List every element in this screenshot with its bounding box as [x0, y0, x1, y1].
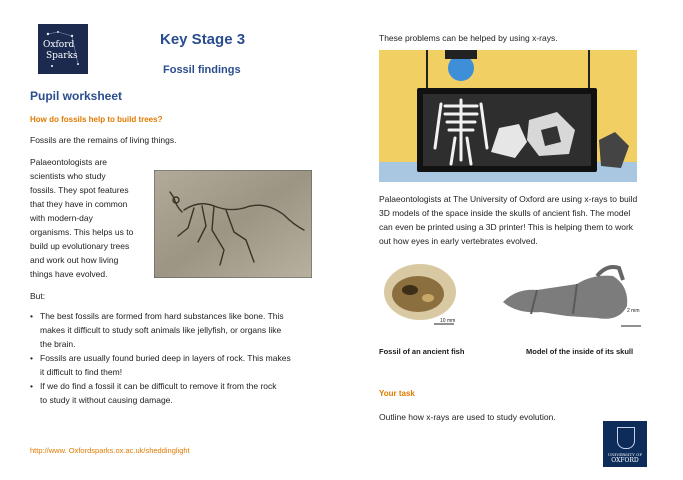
bullet-icon: •	[30, 353, 33, 363]
fossil-photo	[154, 170, 312, 278]
list-item: • If we do find a fossil it can be difficult to remove it from the rock to study it without causing damage.	[30, 381, 277, 405]
intro-paragraph: Fossils are the remains of living things.	[30, 135, 177, 145]
bullet-icon: •	[30, 381, 33, 391]
scale-label-10mm: 10 mm	[440, 318, 456, 324]
fish-fossil-caption: Fossil of an ancient fish	[379, 347, 465, 356]
skull-model-image	[497, 262, 647, 332]
sparks-logo-line1: Oxford	[43, 40, 75, 50]
xray-illustration	[379, 50, 637, 182]
oxford-research-paragraph: Palaeontologists at The University of Oxford are using x-rays to build 3D models of the space inside the skulls of ancient fish. The model can even be printed using a 3D printer! This is helping them to work out how eyes in early vertebrates evolved.	[379, 194, 638, 246]
but-label: But:	[30, 291, 46, 301]
oxford-sparks-logo	[38, 24, 88, 74]
problems-list	[30, 309, 320, 407]
task-heading: Your task	[379, 389, 415, 398]
oxford-logo-line1: UNIVERSITY OF	[607, 452, 643, 457]
bullet-icon: •	[30, 311, 33, 321]
key-stage-title: Key Stage 3	[160, 31, 246, 48]
oxford-sparks-link[interactable]: http://www. Oxfordsparks.ox.ac.uk/sheddinglight	[30, 446, 190, 455]
university-of-oxford-logo	[603, 421, 647, 467]
sparks-logo-line2: Sparks	[46, 51, 78, 61]
oxford-logo-line2: OXFORD	[611, 457, 639, 464]
palaeontologists-paragraph: Palaeontologists are scientists who study fossils. They spot features that they have in common with modern-day organisms. This helps us to build up evolutionary trees and work out how living things have evolved.	[30, 157, 134, 279]
question-heading: How do fossils help to build trees?	[30, 115, 163, 124]
scale-label-2mm: 2 mm	[627, 308, 640, 314]
list-item: • Fossils are usually found buried deep in layers of rock. This makes it difficult to find them!	[30, 353, 291, 377]
xray-intro-text: These problems can be helped by using x-rays.	[379, 33, 558, 43]
task-text: Outline how x-rays are used to study evolution.	[379, 412, 556, 422]
skull-model-caption: Model of the inside of its skull	[526, 347, 634, 356]
pupil-worksheet-heading: Pupil worksheet	[30, 89, 123, 103]
worksheet-subtitle: Fossil findings	[163, 64, 241, 76]
oxford-crest-icon	[617, 427, 635, 449]
list-item: • The best fossils are formed from hard substances like bone. This makes it difficult to study soft animals like jellyfish, or organs like the brain.	[30, 311, 284, 349]
